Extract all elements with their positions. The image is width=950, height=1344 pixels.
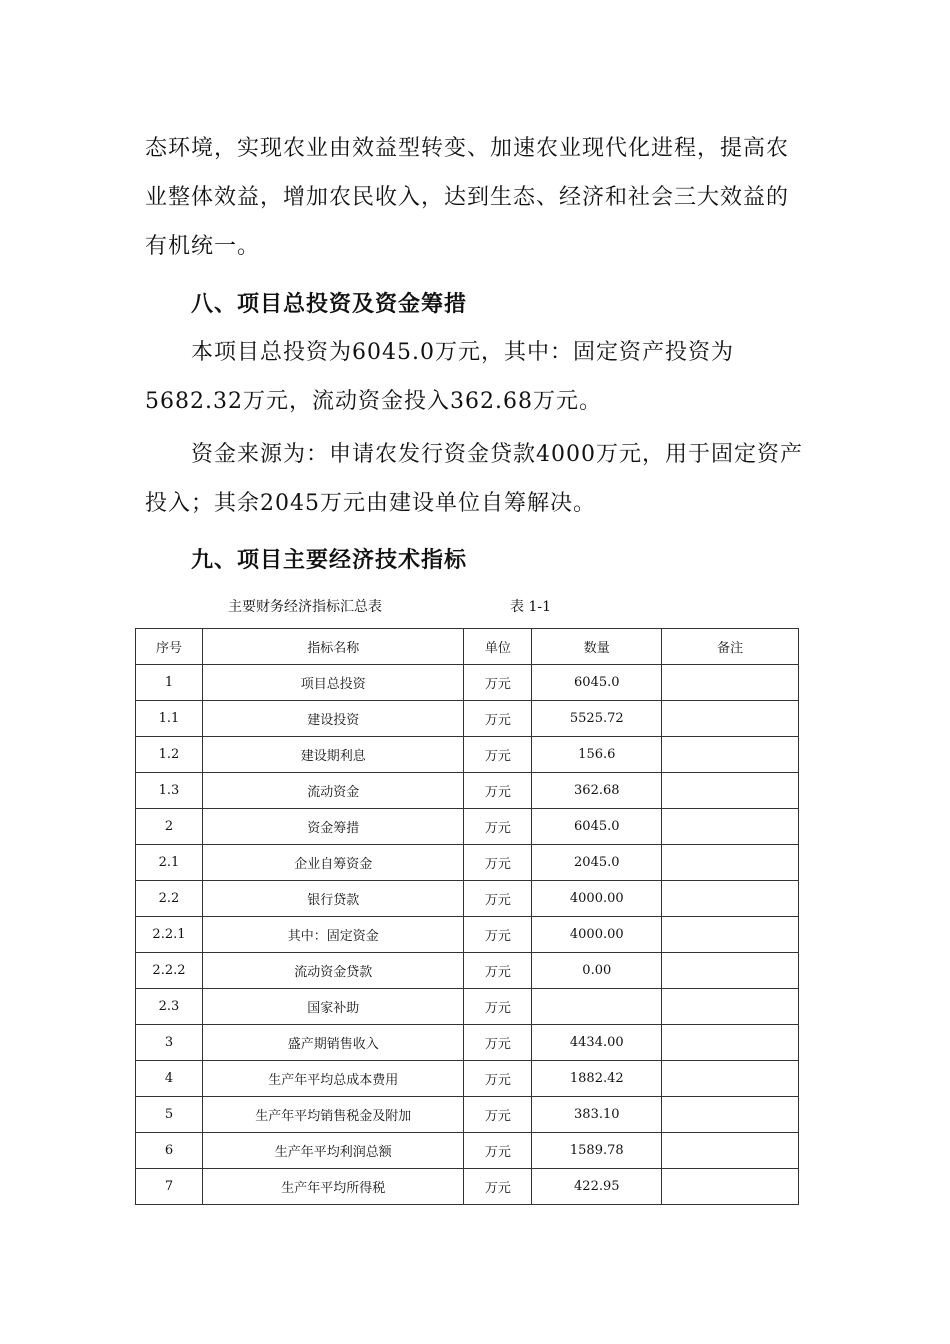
cell-quantity: 4434.00 <box>532 1025 662 1061</box>
cell-serial-no: 6 <box>136 1133 203 1169</box>
cell-unit: 万元 <box>464 1169 532 1205</box>
cell-quantity: 383.10 <box>532 1097 662 1133</box>
cell-indicator-name: 生产年平均总成本费用 <box>202 1061 464 1097</box>
cell-serial-no: 2.2.2 <box>136 953 203 989</box>
cell-note <box>662 1097 799 1133</box>
table-row <box>136 1169 799 1205</box>
cell-quantity: 1882.42 <box>532 1061 662 1097</box>
cell-note <box>662 1133 799 1169</box>
cell-unit: 万元 <box>464 1025 532 1061</box>
cell-unit: 万元 <box>464 989 532 1025</box>
cell-serial-no: 2.1 <box>136 845 203 881</box>
cell-note <box>662 953 799 989</box>
cell-quantity: 4000.00 <box>532 881 662 917</box>
cell-unit: 万元 <box>464 953 532 989</box>
cell-unit: 万元 <box>464 845 532 881</box>
section-heading-indicators: 九、项目主要经济技术指标 <box>191 547 468 573</box>
cell-unit: 万元 <box>464 737 532 773</box>
cell-serial-no: 1.3 <box>136 773 203 809</box>
cell-indicator-name: 建设投资 <box>202 701 464 737</box>
cell-indicator-name: 生产年平均销售税金及附加 <box>202 1097 464 1133</box>
paragraph-funding-source: 资金来源为：申请农发行资金贷款4000万元，用于固定资产投入；其余2045万元由建设单位自筹解决。 <box>145 442 803 516</box>
cell-indicator-name: 建设期利息 <box>202 737 464 773</box>
cell-serial-no: 5 <box>136 1097 203 1133</box>
section-heading-investment: 八、项目总投资及资金筹措 <box>191 291 468 317</box>
table-header-row <box>136 629 799 665</box>
cell-note <box>662 773 799 809</box>
cell-unit: 万元 <box>464 1061 532 1097</box>
cell-indicator-name: 盛产期销售收入 <box>202 1025 464 1061</box>
cell-serial-no: 1 <box>136 665 203 701</box>
cell-unit: 万元 <box>464 917 532 953</box>
table-caption: 主要财务经济指标汇总表 <box>228 599 382 615</box>
cell-serial-no: 3 <box>136 1025 203 1061</box>
cell-note <box>662 881 799 917</box>
cell-indicator-name: 生产年平均所得税 <box>202 1169 464 1205</box>
financial-indicators-table <box>135 628 799 1205</box>
cell-note <box>662 1169 799 1205</box>
cell-serial-no: 1.1 <box>136 701 203 737</box>
cell-quantity: 5525.72 <box>532 701 662 737</box>
cell-note <box>662 845 799 881</box>
table-row <box>136 737 799 773</box>
header-indicator-name: 指标名称 <box>202 629 464 665</box>
cell-indicator-name: 资金筹措 <box>202 809 464 845</box>
cell-note <box>662 1061 799 1097</box>
cell-quantity: 1589.78 <box>532 1133 662 1169</box>
cell-quantity: 156.6 <box>532 737 662 773</box>
table-row <box>136 665 799 701</box>
cell-note <box>662 1025 799 1061</box>
cell-unit: 万元 <box>464 773 532 809</box>
header-note: 备注 <box>662 629 799 665</box>
cell-quantity <box>532 989 662 1025</box>
table-row <box>136 701 799 737</box>
cell-indicator-name: 项目总投资 <box>202 665 464 701</box>
table-row <box>136 953 799 989</box>
cell-serial-no: 1.2 <box>136 737 203 773</box>
cell-indicator-name: 企业自筹资金 <box>202 845 464 881</box>
table-row <box>136 989 799 1025</box>
table-row <box>136 773 799 809</box>
table-row <box>136 917 799 953</box>
cell-quantity: 422.95 <box>532 1169 662 1205</box>
cell-note <box>662 989 799 1025</box>
cell-quantity: 362.68 <box>532 773 662 809</box>
cell-quantity: 6045.0 <box>532 809 662 845</box>
header-serial-no: 序号 <box>136 629 203 665</box>
table-row <box>136 1097 799 1133</box>
header-quantity: 数量 <box>532 629 662 665</box>
cell-serial-no: 4 <box>136 1061 203 1097</box>
cell-quantity: 2045.0 <box>532 845 662 881</box>
cell-quantity: 6045.0 <box>532 665 662 701</box>
cell-serial-no: 2 <box>136 809 203 845</box>
paragraph-benefits: 态环境，实现农业由效益型转变、加速农业现代化进程，提高农业整体效益，增加农民收入，达到生态、经济和社会三大效益的有机统一。 <box>145 136 790 259</box>
cell-serial-no: 7 <box>136 1169 203 1205</box>
header-unit: 单位 <box>464 629 532 665</box>
cell-quantity: 0.00 <box>532 953 662 989</box>
cell-note <box>662 917 799 953</box>
table-row <box>136 1061 799 1097</box>
table-row <box>136 1133 799 1169</box>
cell-note <box>662 665 799 701</box>
cell-indicator-name: 流动资金贷款 <box>202 953 464 989</box>
table-row <box>136 809 799 845</box>
cell-indicator-name: 生产年平均利润总额 <box>202 1133 464 1169</box>
cell-unit: 万元 <box>464 1133 532 1169</box>
cell-unit: 万元 <box>464 1097 532 1133</box>
cell-quantity: 4000.00 <box>532 917 662 953</box>
cell-note <box>662 809 799 845</box>
cell-note <box>662 701 799 737</box>
paragraph-total-investment: 本项目总投资为6045.0万元，其中：固定资产投资为5682.32万元，流动资金投入362.68万元。 <box>145 340 734 414</box>
cell-serial-no: 2.2 <box>136 881 203 917</box>
cell-indicator-name: 流动资金 <box>202 773 464 809</box>
cell-indicator-name: 其中：固定资金 <box>202 917 464 953</box>
table-row <box>136 1025 799 1061</box>
table-number: 表 1-1 <box>510 599 551 615</box>
cell-serial-no: 2.2.1 <box>136 917 203 953</box>
cell-unit: 万元 <box>464 701 532 737</box>
cell-indicator-name: 国家补助 <box>202 989 464 1025</box>
table-row <box>136 881 799 917</box>
table-row <box>136 845 799 881</box>
cell-note <box>662 737 799 773</box>
cell-unit: 万元 <box>464 665 532 701</box>
cell-indicator-name: 银行贷款 <box>202 881 464 917</box>
cell-serial-no: 2.3 <box>136 989 203 1025</box>
cell-unit: 万元 <box>464 809 532 845</box>
cell-unit: 万元 <box>464 881 532 917</box>
